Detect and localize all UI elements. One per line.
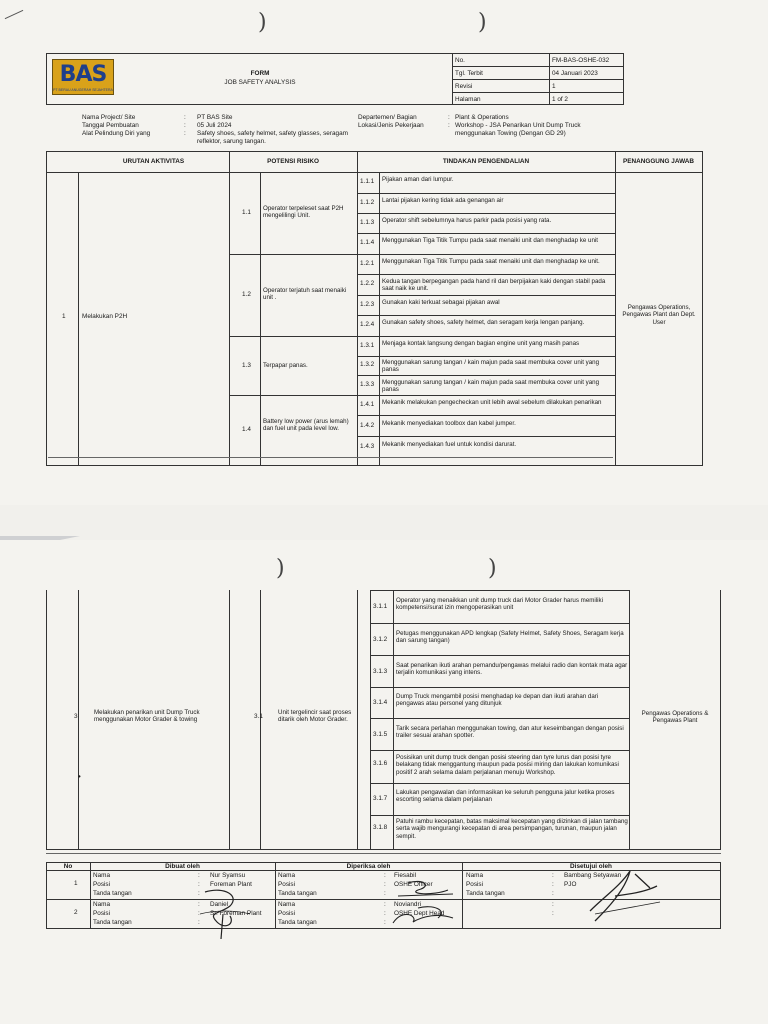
approved-by-name-1: Bambang Setyawan <box>564 872 622 879</box>
made-by-name-2: Daniel <box>210 901 229 908</box>
risk-text: Battery low power (arus lemah) dan fuel unit pada level low. <box>263 418 349 433</box>
control-no: 1.1.1 <box>360 178 375 185</box>
made-by-position-2: Sr. Foreman Plant <box>210 910 262 917</box>
label-signature: Tanda tangan <box>93 919 132 926</box>
form-subtitle: JOB SAFETY ANALYSIS <box>224 79 296 86</box>
page-gap <box>0 505 768 540</box>
control-no: 3.1.8 <box>373 824 388 831</box>
checked-by-position-2: OSHE Dept Head <box>394 910 445 917</box>
label-signature: Tanda tangan <box>278 890 317 897</box>
colon: : <box>552 910 554 917</box>
colon: : <box>552 881 554 888</box>
colon: : <box>198 910 200 917</box>
label-name: Nama <box>278 872 296 879</box>
made-by-position-1: Foreman Plant <box>210 881 252 888</box>
risk-text: Operator terpeleset saat P2H mengelilingi Unit. <box>263 205 344 220</box>
logo-tagline: PT BERAU ANUGERAH SEJAHTERA <box>53 88 113 92</box>
doc-no-label: No. <box>455 57 465 64</box>
colon: : <box>384 872 386 879</box>
colon: : <box>198 890 200 897</box>
control-text: Dump Truck mengambil posisi menghadap ke depan dan ikuti arahan dari pengawas atau personel yang ditunjuk <box>396 693 599 708</box>
date-value: 05 Juli 2024 <box>197 122 232 129</box>
control-no: 3.1.2 <box>373 636 388 643</box>
col-header-risk: POTENSI RISIKO <box>267 158 319 165</box>
control-no: 3.1.7 <box>373 795 388 802</box>
colon: : <box>384 881 386 888</box>
made-by-name-1: Nur Syamsu <box>210 872 246 879</box>
signature-checker <box>388 878 463 928</box>
risk-no: 1.3 <box>242 362 251 369</box>
punch-hole-mark: ) <box>488 556 497 581</box>
punch-hole-mark: ) <box>258 10 267 35</box>
label-signature: Tanda tangan <box>93 890 132 897</box>
control-text: Petugas menggunakan APD lengkap (Safety Helmet, Safety Shoes, Seragam kerja dan sarung tangan) <box>396 630 624 645</box>
control-no: 1.2.2 <box>360 280 375 287</box>
colon: : <box>184 130 186 137</box>
colon: : <box>384 910 386 917</box>
control-no: 1.2.3 <box>360 301 375 308</box>
risk-text: Unit tergelincir saat proses ditarik oleh Motor Grader. <box>278 709 352 724</box>
control-text: Mekanik melakukan pengecheckan unit lebih awal sebelum dilakukan penarikan <box>382 399 602 406</box>
doc-no-value: FM-BAS-OSHE-032 <box>552 57 610 64</box>
label-position: Posisi <box>93 910 111 917</box>
control-text: Pijakan aman dari lumpur. <box>382 176 454 183</box>
made-by-header: Dibuat oleh <box>165 863 200 870</box>
colon: : <box>448 122 450 129</box>
control-no: 3.1.4 <box>373 699 388 706</box>
activity-text: Melakukan P2H <box>82 313 128 320</box>
logo-text: BAS <box>59 62 107 87</box>
punch-hole-mark: ) <box>478 10 487 35</box>
dept-label: Departemen/ Bagian <box>358 114 417 121</box>
checked-by-name-2: Noviandri <box>394 901 421 908</box>
col-header-control: TINDAKAN PENGENDALIAN <box>442 158 530 165</box>
risk-text: Terpapar panas. <box>263 362 308 369</box>
control-text: Operator yang menaikkan unit dump truck dari Motor Grader harus memiliki kompetensi/surat izin mengoperasikan unit <box>396 597 604 612</box>
control-no: 1.3.3 <box>360 381 375 388</box>
control-text: Menjaga kontak langsung dengan bagian engine unit yang masih panas <box>382 340 580 347</box>
control-text: Lakukan pengawalan dan informasikan ke seluruh pengguna jalur ketika proses escorting selama dalam perjalanan <box>396 789 615 804</box>
control-text: Mekanik menyediakan toolbox dan kabel jumper. <box>382 420 516 427</box>
label-position: Posisi <box>278 910 296 917</box>
bullet-mark: • <box>78 772 81 781</box>
control-no: 1.2.4 <box>360 321 375 328</box>
control-no: 3.1.6 <box>373 760 388 767</box>
control-no: 3.1.3 <box>373 668 388 675</box>
col-header-pic: PENANGGUNG JAWAB <box>622 158 694 165</box>
colon: : <box>198 881 200 888</box>
control-no: 3.1.1 <box>373 603 388 610</box>
colon: : <box>184 114 186 121</box>
label-signature: Tanda tangan <box>466 890 505 897</box>
location-label: Lokasi/Jenis Pekerjaan <box>358 122 424 129</box>
colon: : <box>384 919 386 926</box>
date-label: Tanggal Pembuatan <box>82 122 139 129</box>
company-logo <box>52 59 114 95</box>
label-position: Posisi <box>278 881 296 888</box>
label-name: Nama <box>93 901 111 908</box>
document-page-1 <box>0 0 768 505</box>
colon: : <box>552 872 554 879</box>
activity-text: Melakukan penarikan unit Dump Truck menggunakan Motor Grader & towing <box>94 709 200 724</box>
control-no: 1.2.1 <box>360 260 375 267</box>
control-text: Mekanik menyediakan fuel untuk kondisi darurat. <box>382 441 517 448</box>
risk-text: Operator terjatuh saat menaiki unit . <box>263 287 347 302</box>
form-title: FORM <box>250 70 270 77</box>
colon: : <box>198 872 200 879</box>
control-text: Lantai pijakan kering tidak ada genangan air <box>382 197 504 204</box>
approval-row-no: 2 <box>74 909 78 916</box>
page-value: 1 of 2 <box>552 96 568 103</box>
risk-no: 1.2 <box>242 291 251 298</box>
control-text: Operator shift sebelumnya harus parkir pada posisi yang rata. <box>382 217 552 224</box>
colon: : <box>448 114 450 121</box>
label-name: Nama <box>93 872 111 879</box>
risk-no: 3.1 <box>254 713 263 720</box>
control-no: 1.1.3 <box>360 219 375 226</box>
colon: : <box>552 901 554 908</box>
location-value-2: menggunakan Towing (Dengan GD 29) <box>455 130 566 137</box>
control-no: 1.3.2 <box>360 361 375 368</box>
control-no: 1.4.1 <box>360 401 375 408</box>
checked-by-name-1: Fiesabil <box>394 872 417 879</box>
activity-no: 1 <box>62 313 66 320</box>
revision-value: 1 <box>552 83 556 90</box>
approved-by-header: Disetujui oleh <box>570 863 612 870</box>
location-value: Workshop - JSA Penarikan Unit Dump Truck <box>455 122 581 129</box>
control-text: Menggunakan Tiga Titik Tumpu pada saat menaiki unit dan menghadap ke unit. <box>382 258 600 265</box>
control-text: Kedua tangan berpegangan pada hand ril dan berpijakan kaki dengan stabil pada saat naik ke unit. <box>382 278 606 293</box>
control-text: Gunakan safety shoes, safety helmet, dan seragam kerja lengan panjang. <box>382 319 585 326</box>
label-name: Nama <box>466 872 484 879</box>
control-no: 1.1.4 <box>360 239 375 246</box>
page-label: Halaman <box>455 96 481 103</box>
control-text: Posisikan unit dump truck dengan posisi steering dan tyre lurus dan posisi tyre belakang tidak menggantung maupun pada posisi miring dan lakukan komunikasi positif 2 arah selama dalam perjalanan menuju Workshop. <box>396 754 619 776</box>
risk-no: 1.4 <box>242 426 251 433</box>
label-signature: Tanda tangan <box>278 919 317 926</box>
issue-date-value: 04 Januari 2023 <box>552 70 598 77</box>
risk-no: 1.1 <box>242 209 251 216</box>
control-text: Menggunakan sarung tangan / kain majun pada saat membuka cover unit yang panas <box>382 359 600 374</box>
activity-no: 3 <box>74 713 78 720</box>
signature-approver <box>575 866 665 926</box>
dept-value: Plant & Operations <box>455 114 509 121</box>
control-no: 3.1.5 <box>373 731 388 738</box>
label-position: Posisi <box>93 881 111 888</box>
control-no: 1.4.3 <box>360 443 375 450</box>
control-no: 1.4.2 <box>360 422 375 429</box>
checked-by-position-1: OSHE Officer <box>394 881 433 888</box>
punch-hole-mark: ) <box>276 556 285 581</box>
colon: : <box>384 890 386 897</box>
document-page-2 <box>0 540 768 1024</box>
control-text: Menggunakan sarung tangan / kain majun pada saat membuka cover unit yang panas <box>382 379 600 394</box>
col-header-activity: URUTAN AKTIVITAS <box>122 158 185 165</box>
ppe-value-2: reflektor, sarung tangan. <box>197 138 266 145</box>
checked-by-header: Diperiksa oleh <box>346 863 391 870</box>
revision-label: Revisi <box>455 83 473 90</box>
approval-no-header: No <box>63 863 73 870</box>
pic-text: Pengawas Operations, Pengawas Plant dan Dept. User <box>622 304 696 326</box>
pic-text: Pengawas Operations & Pengawas Plant <box>641 710 709 725</box>
control-text: Patuhi rambu kecepatan, batas maksimal kecepatan yang diizinkan di jalan tambang serta wajib mengurangi kecepatan di area persimpangan, turunan, maupun jalan sempit. <box>396 818 628 840</box>
approved-by-position-1: PJO <box>564 881 577 888</box>
colon: : <box>184 122 186 129</box>
colon: : <box>198 919 200 926</box>
site-label: Nama Project/ Site <box>82 114 136 121</box>
control-text: Gunakan kaki terkuat sebagai pijakan awal <box>382 299 500 306</box>
signature-daniel <box>195 884 255 944</box>
colon: : <box>198 901 200 908</box>
site-value: PT BAS Site <box>197 114 233 121</box>
control-text: Saat penarikan ikuti arahan pemandu/pengawas melalui radio dan kontak mata agar terjalin komunikasi yang intens. <box>396 662 628 677</box>
control-text: Menggunakan Tiga Titik Tumpu pada saat menaiki unit dan menghadap ke unit <box>382 237 599 244</box>
control-text: Tarik secara perlahan menggunakan towing, dan atur keseimbangan dengan posisi trailer sesuai arahan spotter. <box>396 725 624 740</box>
approval-row-no: 1 <box>74 880 78 887</box>
label-position: Posisi <box>466 881 484 888</box>
control-no: 1.3.1 <box>360 342 375 349</box>
colon: : <box>552 890 554 897</box>
label-name: Nama <box>278 901 296 908</box>
issue-date-label: Tgl. Terbit <box>455 70 483 77</box>
control-no: 1.1.2 <box>360 199 375 206</box>
ppe-label: Alat Pelindung Diri yang <box>82 130 151 137</box>
colon: : <box>384 901 386 908</box>
ppe-value: Safety shoes, safety helmet, safety glasses, seragam <box>197 130 348 137</box>
